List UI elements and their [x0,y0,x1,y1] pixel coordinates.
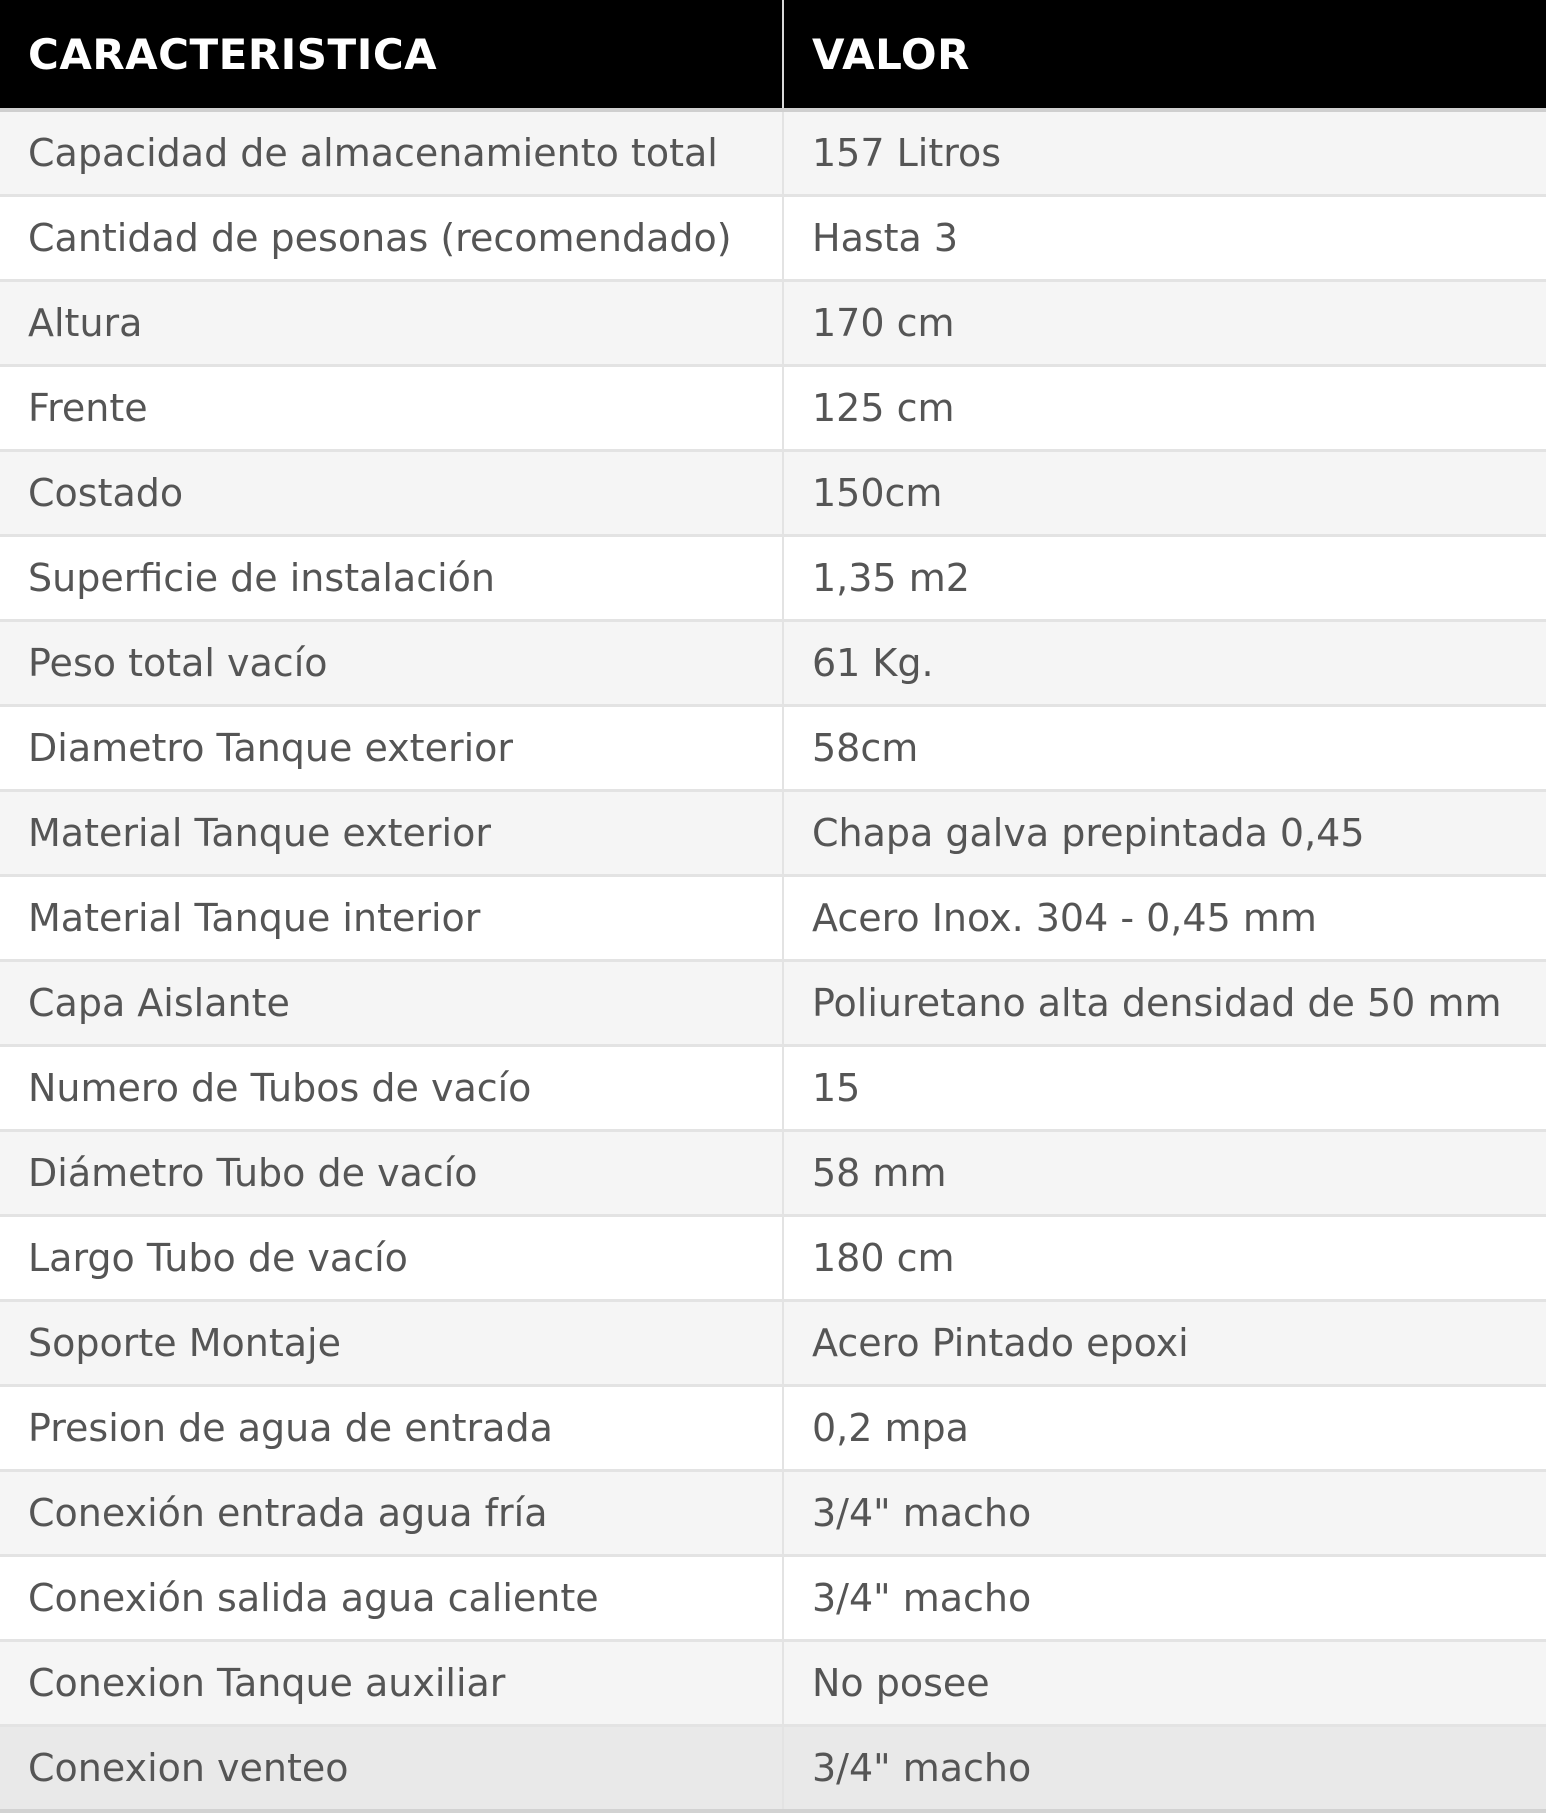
table-row [0,196,1546,281]
row-value: 157 Litros [783,110,1546,196]
row-characteristic: Altura [0,281,783,366]
table-row [0,1726,1546,1812]
row-value: 180 cm [783,1216,1546,1301]
row-characteristic: Conexion venteo [0,1726,783,1812]
row-characteristic: Cantidad de pesonas (recomendado) [0,196,783,281]
row-value: 3/4" macho [783,1556,1546,1641]
row-value: 125 cm [783,366,1546,451]
row-value: 0,2 mpa [783,1386,1546,1471]
row-value: 58cm [783,706,1546,791]
header-row [0,0,1546,110]
row-characteristic: Superficie de instalación [0,536,783,621]
row-characteristic: Presion de agua de entrada [0,1386,783,1471]
row-characteristic: Diámetro Tubo de vacío [0,1131,783,1216]
table-row [0,621,1546,706]
table-row [0,451,1546,536]
row-value: Hasta 3 [783,196,1546,281]
table-row [0,1046,1546,1131]
table-row [0,706,1546,791]
table-row [0,876,1546,961]
row-value: 15 [783,1046,1546,1131]
row-characteristic: Frente [0,366,783,451]
header-valor: VALOR [783,0,1546,110]
row-value: 58 mm [783,1131,1546,1216]
row-value: Acero Pintado epoxi [783,1301,1546,1386]
table-row [0,366,1546,451]
table-row [0,536,1546,621]
row-characteristic: Conexión salida agua caliente [0,1556,783,1641]
row-characteristic: Conexion Tanque auxiliar [0,1641,783,1726]
row-characteristic: Largo Tubo de vacío [0,1216,783,1301]
table-row [0,281,1546,366]
row-value: Acero Inox. 304 - 0,45 mm [783,876,1546,961]
row-characteristic: Soporte Montaje [0,1301,783,1386]
row-characteristic: Numero de Tubos de vacío [0,1046,783,1131]
table-row [0,110,1546,196]
row-characteristic: Diametro Tanque exterior [0,706,783,791]
row-characteristic: Peso total vacío [0,621,783,706]
table-row [0,1216,1546,1301]
row-characteristic: Material Tanque exterior [0,791,783,876]
table-row [0,961,1546,1046]
table-row [0,1641,1546,1726]
row-value: Poliuretano alta densidad de 50 mm [783,961,1546,1046]
table-header [0,0,1546,110]
row-characteristic: Capacidad de almacenamiento total [0,110,783,196]
table-row [0,1131,1546,1216]
row-value: 61 Kg. [783,621,1546,706]
row-characteristic: Costado [0,451,783,536]
row-value: 1,35 m2 [783,536,1546,621]
row-value: 150cm [783,451,1546,536]
row-value: 3/4" macho [783,1726,1546,1812]
row-characteristic: Conexión entrada agua fría [0,1471,783,1556]
table-row [0,1301,1546,1386]
row-value: No posee [783,1641,1546,1726]
row-characteristic: Material Tanque interior [0,876,783,961]
table-row [0,1471,1546,1556]
table-row [0,791,1546,876]
row-value: 3/4" macho [783,1471,1546,1556]
row-value: 170 cm [783,281,1546,366]
table-body [0,110,1546,1811]
row-value: Chapa galva prepintada 0,45 [783,791,1546,876]
table-row [0,1556,1546,1641]
row-characteristic: Capa Aislante [0,961,783,1046]
table-row [0,1386,1546,1471]
header-caracteristica: CARACTERISTICA [0,0,783,110]
